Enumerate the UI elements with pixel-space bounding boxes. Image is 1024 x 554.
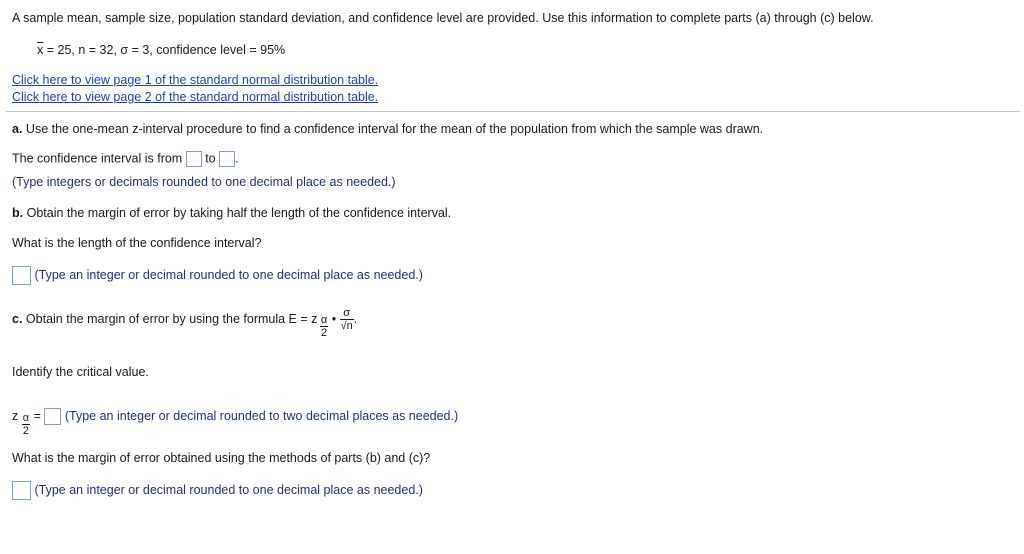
formula-end: . (353, 311, 358, 326)
part-c-label: c. (12, 311, 23, 326)
interval-end: . (235, 151, 239, 166)
given-text: = 25, n = 32, σ = 3, confidence level = 95% (46, 43, 286, 57)
sigma-symbol: σ (340, 307, 354, 320)
z-alpha-over-two (22, 412, 30, 437)
interval-row (12, 151, 239, 167)
sigma-over-sqrt-n (340, 307, 354, 332)
intro-text: A sample mean, sample size, population standard deviation, and confidence level are provided. Use this information to complete parts (a) through (c) below. (12, 11, 874, 25)
part-a-text: Use the one-mean z-interval procedure to find a confidence interval for the mean of the population from which the sample was drawn. (25, 122, 764, 136)
length-row (12, 266, 423, 285)
two-denominator: 2 (320, 327, 328, 339)
part-a-hint: (Type integers or decimals rounded to one decimal place as needed.) (12, 175, 396, 189)
critical-value-hint: (Type an integer or decimal rounded to two decimal places as needed.) (64, 408, 459, 423)
section-divider (6, 111, 1020, 112)
critical-value-input[interactable] (44, 408, 61, 425)
part-b-text: Obtain the margin of error by taking half the length of the confidence interval. (26, 206, 452, 220)
sqrt-n: √n (340, 320, 353, 332)
xbar-symbol: $\overline{x}$ (37, 43, 44, 57)
margin-input[interactable] (12, 481, 31, 500)
z-equals: = (33, 408, 41, 423)
part-a-label: a. (12, 122, 23, 136)
interval-lower-input[interactable] (186, 151, 202, 167)
critical-value-row (12, 396, 458, 437)
interval-prefix: The confidence interval is from (12, 151, 183, 166)
part-b-question (12, 206, 451, 220)
z-label: z (12, 408, 19, 423)
alpha-symbol: α (320, 314, 328, 326)
part-c-question (12, 300, 357, 339)
critical-value-prompt: Identify the critical value. (12, 365, 149, 379)
z-alpha-symbol: α (22, 412, 30, 424)
margin-question: What is the margin of error obtained using the methods of parts (b) and (c)? (12, 451, 431, 465)
margin-hint: (Type an integer or decimal rounded to one decimal place as needed.) (34, 482, 423, 497)
alpha-over-two (320, 314, 328, 339)
z-two-denominator: 2 (22, 425, 29, 437)
interval-mid: to (205, 151, 216, 166)
interval-upper-input[interactable] (219, 151, 235, 167)
part-b-hint: (Type an integer or decimal rounded to one decimal place as needed.) (34, 267, 423, 282)
normal-table-page1-link[interactable]: Click here to view page 1 of the standard normal distribution table. (12, 73, 379, 87)
part-c-text: Obtain the margin of error by using the formula E = z (25, 311, 318, 326)
part-b-label: b. (12, 206, 24, 220)
normal-table-page2-link[interactable]: Click here to view page 2 of the standard normal distribution table. (12, 90, 379, 104)
length-input[interactable] (12, 266, 31, 285)
part-b-subquestion: What is the length of the confidence interval? (12, 236, 262, 250)
part-a-question (12, 122, 763, 136)
dot-operator: • (331, 311, 337, 326)
given-values (37, 43, 285, 57)
margin-row (12, 481, 423, 500)
